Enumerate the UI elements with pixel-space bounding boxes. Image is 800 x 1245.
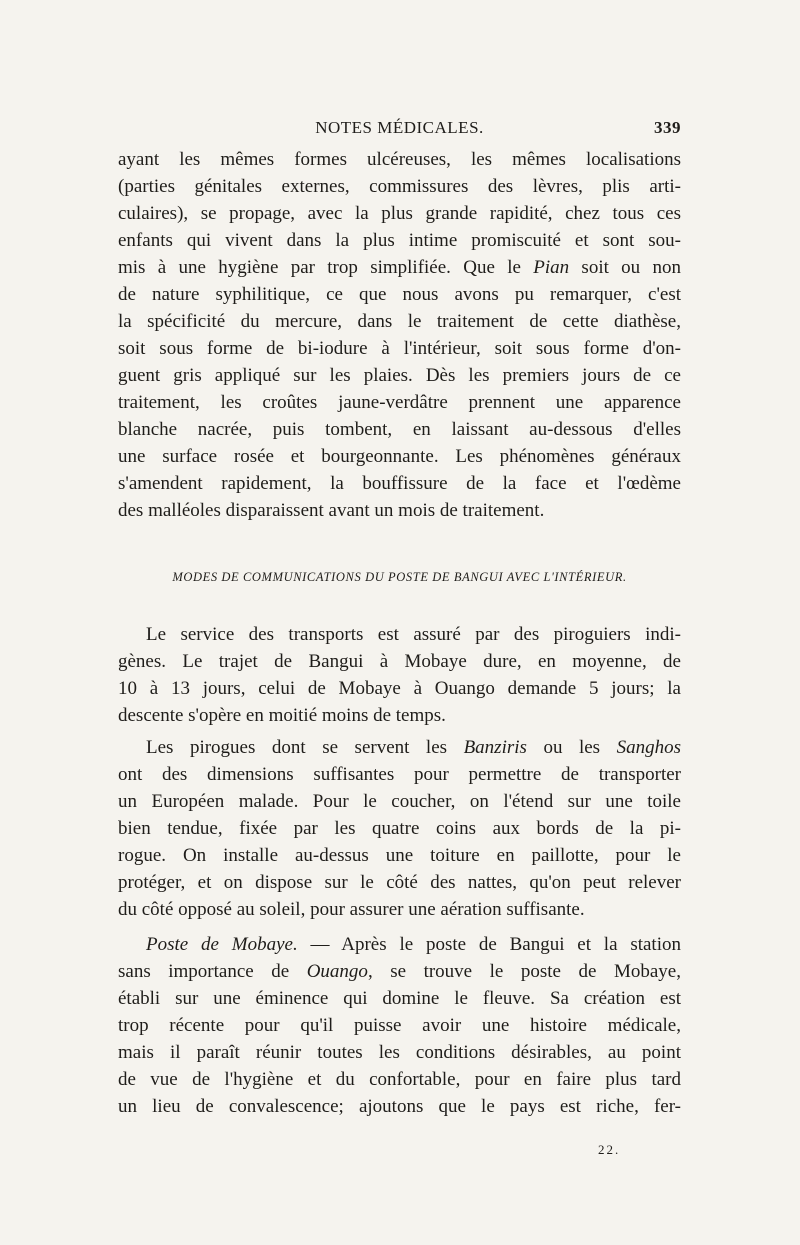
paragraph-transport-service: [118, 621, 681, 729]
text-line: ont des dimensions suffisantes pour permettre de transporter: [118, 764, 681, 785]
line-segment: sans importance de: [118, 961, 307, 982]
text-line: s'amendent rapidement, la bouffissure de la face et l'œdème: [118, 473, 681, 494]
text-line: Le service des transports est assuré par des piroguiers indi-: [146, 624, 681, 645]
text-line: du côté opposé au soleil, pour assurer une aération suffisante.: [118, 899, 585, 920]
text-line: [118, 931, 681, 958]
paragraph-pirogues: [118, 734, 681, 923]
text-line: gènes. Le trajet de Bangui à Mobaye dure, en moyenne, de: [118, 651, 681, 672]
line-segment: , se trouve le poste de Mobaye,: [367, 961, 681, 982]
text-line: (parties génitales externes, commissures des lèvres, plis arti-: [118, 176, 681, 197]
text-line: établi sur une éminence qui domine le fleuve. Sa création est: [118, 988, 681, 1009]
text-line: la spécificité du mercure, dans le traitement de cette diathèse,: [118, 311, 681, 332]
signature-mark: 22.: [598, 1142, 621, 1157]
italic-subheading: Poste de Mobaye.: [146, 934, 298, 955]
running-head: [118, 118, 681, 142]
text-line: mais il paraît réunir toutes les conditions désirables, au point: [118, 1042, 681, 1063]
text-line: bien tendue, fixée par les quatre coins aux bords de la pi-: [118, 818, 681, 839]
italic-term: Pian: [533, 257, 570, 278]
paragraph-poste-de-mobaye: [118, 931, 681, 1120]
paragraph-pian-treatment: [118, 146, 681, 524]
text-line: [118, 958, 681, 985]
line-segment: Les pirogues dont se servent les: [146, 737, 464, 758]
line-segment: — Après le poste de Bangui et la station: [297, 934, 681, 955]
text-line: un Européen malade. Pour le coucher, on l'étend sur une toile: [118, 791, 681, 812]
line-segment: mis à une hygiène par trop simplifiée. Que le: [118, 257, 534, 278]
page-number: 339: [654, 118, 681, 137]
text-line: de nature syphilitique, ce que nous avons pu remarquer, c'est: [118, 284, 681, 305]
text-line: une surface rosée et bourgeonnante. Les phénomènes généraux: [118, 446, 681, 467]
italic-term: Ouango: [306, 961, 368, 982]
italic-term: Sanghos: [616, 737, 681, 758]
text-line: de vue de l'hygiène et du confortable, pour en faire plus tard: [118, 1069, 681, 1090]
italic-term: Banziris: [463, 737, 527, 758]
text-line: culaires), se propage, avec la plus grande rapidité, chez tous ces: [118, 203, 681, 224]
text-line: 10 à 13 jours, celui de Mobaye à Ouango demande 5 jours; la: [118, 678, 681, 699]
line-segment: ou les: [526, 737, 617, 758]
text-line: blanche nacrée, puis tombent, en laissant au-dessous d'elles: [118, 419, 681, 440]
text-line: [118, 254, 681, 281]
text-line: guent gris appliqué sur les plaies. Dès les premiers jours de ce: [118, 365, 681, 386]
section-heading: MODES DE COMMUNICATIONS DU POSTE DE BANGUI AVEC L'INTÉRIEUR.: [172, 570, 627, 584]
text-line: un lieu de convalescence; ajoutons que le pays est riche, fer-: [118, 1096, 681, 1117]
text-line: enfants qui vivent dans la plus intime promiscuité et sont sou-: [118, 230, 681, 251]
text-line: trop récente pour qu'il puisse avoir une histoire médicale,: [118, 1015, 681, 1036]
text-line: descente s'opère en moitié moins de temps.: [118, 705, 446, 726]
text-line: soit sous forme de bi-iodure à l'intérieur, soit sous forme d'on-: [118, 338, 681, 359]
running-title: NOTES MÉDICALES.: [315, 118, 484, 137]
text-line: ayant les mêmes formes ulcéreuses, les mêmes localisations: [118, 149, 681, 170]
line-segment: soit ou non: [569, 257, 681, 278]
text-line: traitement, les croûtes jaune-verdâtre prennent une apparence: [118, 392, 681, 413]
text-line: protéger, et on dispose sur le côté des nattes, qu'on peut relever: [118, 872, 681, 893]
text-line: des malléoles disparaissent avant un mois de traitement.: [118, 500, 545, 521]
text-line: rogue. On installe au-dessus une toiture en paillotte, pour le: [118, 845, 681, 866]
text-line: [118, 734, 681, 761]
